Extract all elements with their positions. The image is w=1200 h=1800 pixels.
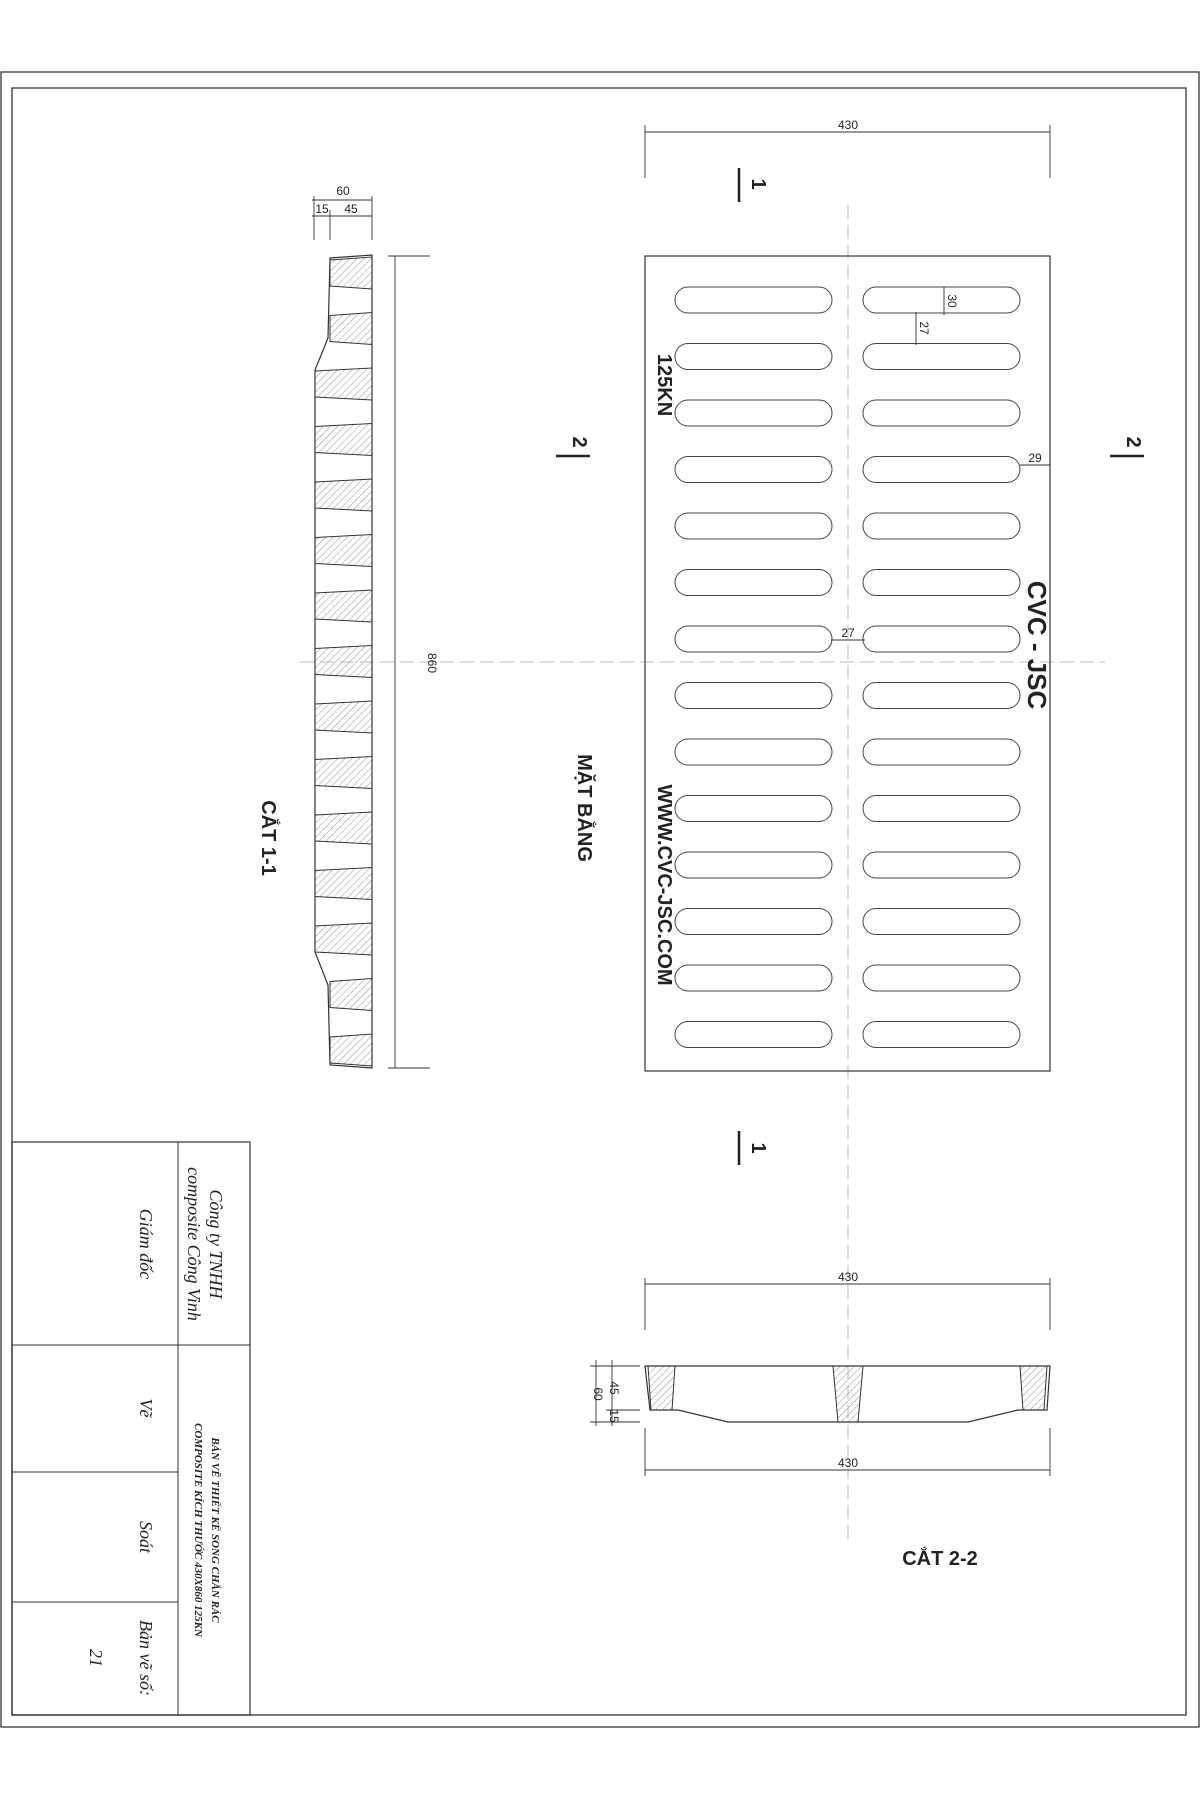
section-rib: [315, 923, 372, 955]
grate-slot: [863, 909, 1020, 935]
grate-slot: [863, 626, 1020, 652]
grate-slot: [675, 626, 832, 652]
website-label: WWW.CVC-JSC.COM: [653, 784, 675, 986]
grate-slot: [863, 739, 1020, 765]
section-rib: [315, 479, 372, 511]
slot-gap-dimension: 27: [917, 321, 931, 335]
grate-slot: [863, 965, 1020, 991]
grate-slot: [863, 796, 1020, 822]
section-1-1-title: CẮT 1-1: [257, 800, 279, 876]
grate-slot: [675, 909, 832, 935]
grate-slot: [675, 344, 832, 370]
grate-slot: [675, 457, 832, 483]
section-rib: [315, 868, 372, 900]
section-2-2-top-dimension: 430: [837, 1270, 859, 1284]
grate-slot: [863, 570, 1020, 596]
grate-slot: [675, 513, 832, 539]
grate-slot: [863, 400, 1020, 426]
slot-width-dimension: 30: [945, 294, 959, 308]
section-rib: [315, 368, 372, 400]
section-rib: [330, 257, 372, 289]
inner-frame: [12, 88, 1186, 1715]
cut-mark-2-right: 2: [1122, 436, 1144, 448]
section-rib: [315, 757, 372, 789]
checked-by-label: Soát: [136, 1520, 156, 1554]
section-rib: [330, 979, 372, 1011]
sheet-number-label: Bản vẽ số:: [136, 1620, 156, 1696]
section-rib: [315, 590, 372, 622]
sheet-number: 21: [86, 1649, 106, 1667]
section-2-2-bottom-dimension: 430: [837, 1456, 859, 1470]
grate-slot: [863, 287, 1020, 313]
grate-slot: [863, 1022, 1020, 1048]
director-label: Giám đốc: [136, 1208, 156, 1280]
section-2-2-dimension-a: 45: [607, 1381, 621, 1395]
outer-frame: [1, 72, 1199, 1727]
section-1-1: [257, 184, 439, 1068]
cut-mark-1-bottom: 1: [747, 1142, 769, 1154]
company-name-line1: Công ty TNHH: [206, 1189, 226, 1299]
section-2-2-dimension-b: 15: [607, 1409, 621, 1423]
section-rib: [315, 535, 372, 567]
brand-label: CVC - JSC: [1022, 580, 1052, 710]
grate-slot: [863, 683, 1020, 709]
plan-width-dimension: 430: [837, 118, 859, 132]
grate-slots: [675, 287, 1020, 1048]
section-1-1-length-dimension: 860: [425, 652, 439, 674]
grate-slot: [675, 796, 832, 822]
section-2-2-height-dimension: 60: [591, 1387, 605, 1401]
company-name-line2: composite Công Vinh: [184, 1167, 204, 1321]
section-rib: [315, 646, 372, 678]
plan-title: MẶT BẰNG: [573, 754, 595, 862]
grate-slot: [675, 965, 832, 991]
grate-slot: [675, 683, 832, 709]
grate-slot: [675, 739, 832, 765]
title-block: [12, 1142, 250, 1715]
grate-slot: [675, 1022, 832, 1048]
section-rib: [330, 1034, 372, 1066]
grate-slot: [675, 400, 832, 426]
section-2-2-rib-right: [1020, 1366, 1047, 1410]
grate-slot: [863, 344, 1020, 370]
section-1-1-ribs: [315, 257, 372, 1066]
cut-mark-1-top: 1: [747, 178, 769, 190]
grate-slot: [863, 852, 1020, 878]
section-rib: [315, 812, 372, 844]
grate-outline: [645, 256, 1050, 1071]
grate-slot: [675, 570, 832, 596]
section-2-2-rib-center: [833, 1366, 863, 1422]
drawn-by-label: Vẽ: [136, 1398, 156, 1418]
drawing-title-line2: COMPOSITE KÍCH THƯỚC 430X860 125KN: [192, 1423, 204, 1637]
load-rating-label: 125KN: [653, 353, 675, 417]
grate-slot: [863, 513, 1020, 539]
section-2-2-rib-left: [648, 1366, 675, 1410]
section-rib: [315, 424, 372, 456]
section-rib: [330, 313, 372, 345]
center-gap-dimension: 27: [841, 626, 855, 640]
cut-mark-2-left: 2: [568, 436, 590, 448]
section-rib: [315, 701, 372, 733]
section-1-1-total-dimension: 60: [336, 184, 350, 198]
grate-slot: [675, 287, 832, 313]
section-2-2: [590, 1270, 1050, 1570]
section-1-1-dimension-a: 15: [315, 202, 329, 216]
plan-view: [556, 118, 1144, 1165]
drawing-title-line1: BẢN VẼ THIẾT KẾ SONG CHẮN RÁC: [209, 1437, 221, 1623]
edge-dimension: 29: [1028, 451, 1042, 465]
grate-slot: [675, 852, 832, 878]
grate-slot: [863, 457, 1020, 483]
section-2-2-title: CẮT 2-2: [902, 1548, 978, 1570]
section-1-1-dimension-b: 45: [344, 202, 358, 216]
